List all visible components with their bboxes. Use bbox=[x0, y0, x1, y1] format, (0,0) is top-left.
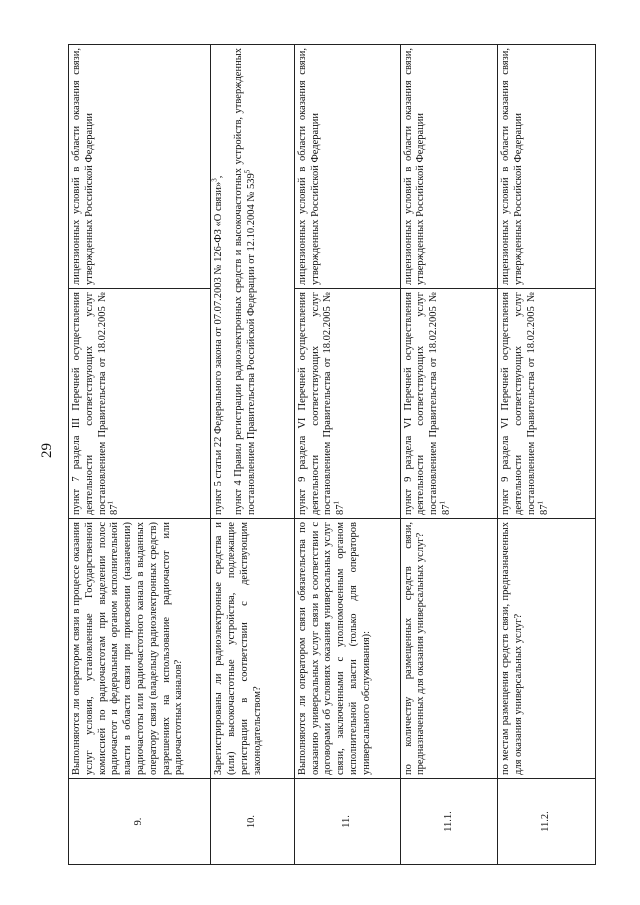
table-row bbox=[400, 45, 498, 865]
licensing-cell: лицензионных условий в области оказания связи, утвержденных Российской Федерации bbox=[400, 45, 498, 289]
footnote-mark: 1 bbox=[332, 501, 341, 505]
requirement-cell bbox=[498, 289, 596, 519]
licensing-cell: лицензионных условий в области оказания связи, утвержденных Российской Федерации bbox=[69, 45, 211, 289]
row-number: 9. bbox=[69, 779, 211, 865]
footnote-mark: 3 bbox=[210, 178, 219, 182]
footnote-mark: 1 bbox=[438, 501, 447, 505]
requirement-text: пункт 9 раздела VI Перечней осуществления деятельности соответствующих услуг постановлением Правительства от 18.02.2005 № 87 bbox=[402, 292, 453, 515]
checklist-table bbox=[68, 44, 596, 865]
table-row bbox=[211, 45, 294, 865]
requirement-text: пункт 9 раздела VI Перечней осуществления деятельности соответствующих услуг постановлением Правительства от 18.02.2005 № 87 bbox=[500, 292, 550, 515]
requirement-paragraph bbox=[233, 48, 259, 515]
checklist-table-container bbox=[68, 45, 596, 865]
requirement-paragraph bbox=[210, 48, 226, 515]
question-cell: Зарегистрированы ли радиоэлектронные средства и (или) высокочастотные устройства, подлежащие регистрации в соответствии с действующим законодательством? bbox=[211, 519, 294, 779]
footnote-mark: 5 bbox=[243, 169, 252, 174]
table-row bbox=[294, 45, 400, 865]
requirement-cell bbox=[400, 289, 498, 519]
requirement-text: пункт 5 статьи 22 Федерального закона от 07.07.2003 № 126-ФЗ «О связи» bbox=[213, 181, 225, 515]
licensing-cell: лицензионных условий в области оказания связи, утвержденных Российской Федерации bbox=[294, 45, 400, 289]
table-row bbox=[498, 45, 596, 865]
row-number: 11. bbox=[294, 779, 400, 865]
requirement-cell bbox=[69, 289, 211, 519]
requirement-suffix: , bbox=[213, 175, 225, 179]
requirement-cell bbox=[211, 45, 294, 519]
requirement-text: пункт 9 раздела VI Перечней осуществления деятельности соответствующих услуг постановлением Правительства от 18.02.2005 № 87 bbox=[296, 292, 347, 515]
table-row bbox=[69, 45, 211, 865]
requirement-text: пункт 7 раздела III Перечней осуществления деятельности соответствующих услуг постановлением Правительства от 18.02.2005 № 87 bbox=[71, 292, 121, 515]
footnote-mark: 1 bbox=[536, 501, 545, 505]
licensing-cell: лицензионных условий в области оказания связи, утвержденных Российской Федерации bbox=[498, 45, 596, 289]
row-number: 11.2. bbox=[498, 779, 596, 865]
page-number: 29 bbox=[39, 443, 55, 458]
question-cell: Выполняются ли оператором связи в процессе оказания услуг условия, установленные Государственной комиссией по радиочастотам при выделении полос радиочастот и федеральным органом исполнительной власти в области связи при присвоении (назначении) радиочастоты или радиочастотного канала в выданных оператору связи (владельцу радиоэлектронных средств) разрешениях на использование радиочастот или радиочастотных каналов? bbox=[69, 519, 211, 779]
question-cell: Выполняются ли оператором связи обязательства по оказанию универсальных услуг связи в соответствии с договорами об условиях оказания универсальных услуг связи, заключенными с уполномоченным органом исполнительной власти (только для операторов универсального обслуживания): bbox=[294, 519, 400, 779]
requirement-text-2: пункт 4 Правил регистрации радиоэлектронных средств и высокочастотных устройств, утвержденных постановлением Правительства Российской Федерации от 12.10.2004 № 539 bbox=[233, 48, 258, 515]
footnote-mark: 1 bbox=[106, 501, 115, 505]
row-number: 11.1. bbox=[400, 779, 498, 865]
row-number: 10. bbox=[211, 779, 294, 865]
question-cell: по местам размещения средств связи, предназначенных для оказания универсальных услуг? bbox=[498, 519, 596, 779]
requirement-cell bbox=[294, 289, 400, 519]
question-cell: по количеству размещенных средств связи, предназначенных для оказания универсальных услуг? bbox=[400, 519, 498, 779]
